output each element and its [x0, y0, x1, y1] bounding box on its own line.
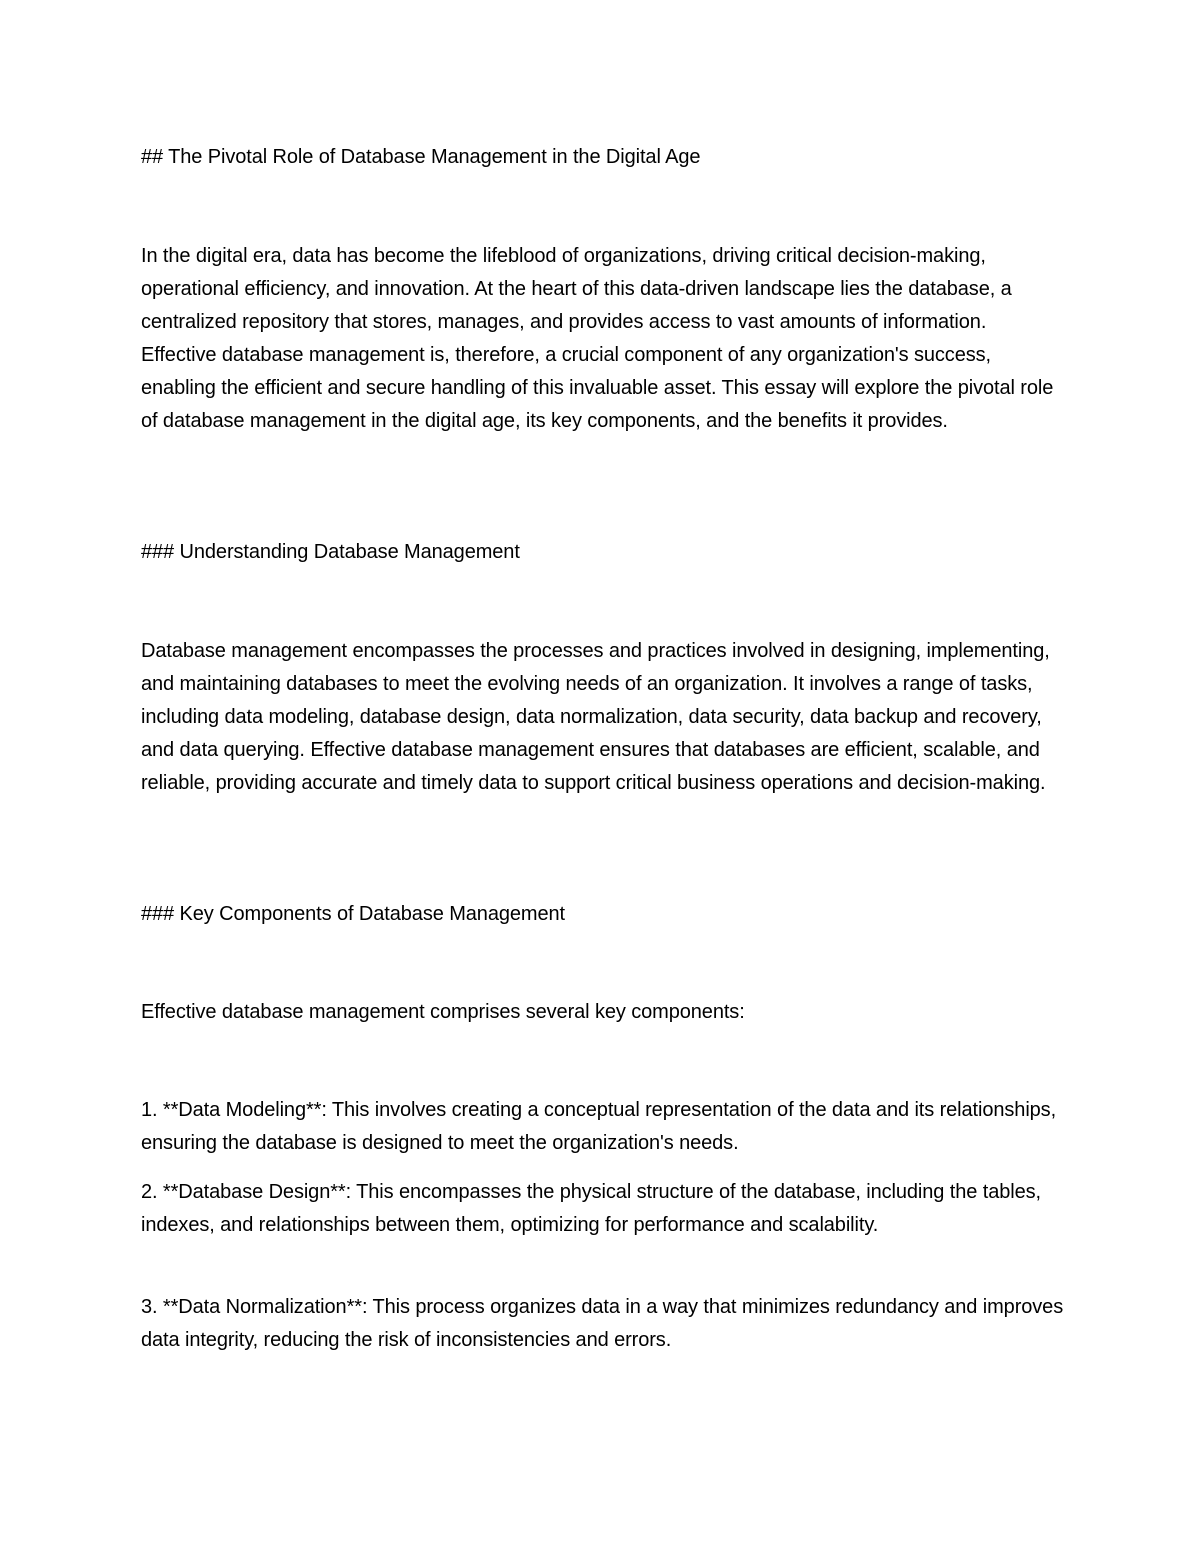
list-item-database-design: 2. **Database Design**: This encompasses the physical structure of the database, including the tables, indexes, and relationships between them, optimizing for performance and scalability.	[141, 1181, 1041, 1236]
section-heading-key-components: ### Key Components of Database Management	[141, 903, 565, 925]
list-item-data-normalization: 3. **Data Normalization**: This process organizes data in a way that minimizes redundancy and improves data integrity, reducing the risk of inconsistencies and errors.	[141, 1296, 1064, 1351]
section-heading-understanding: ### Understanding Database Management	[141, 541, 520, 563]
intro-paragraph: In the digital era, data has become the lifeblood of organizations, driving critical decision-making, operational efficiency, and innovation. At the heart of this data-driven landscape lies the database, a centralized repository that stores, manages, and provides access to vast amounts of information. Effective database management is, therefore, a crucial component of any organization's success, enabling the efficient and secure handling of this invaluable asset. This essay will explore the pivotal role of database management in the digital age, its key components, and the benefits it provides.	[141, 245, 1054, 432]
list-item-data-modeling: 1. **Data Modeling**: This involves creating a conceptual representation of the data and its relationships, ensuring the database is designed to meet the organization's needs.	[141, 1099, 1057, 1154]
section-body-key-components: Effective database management comprises several key components:	[141, 1001, 745, 1023]
section-body-understanding: Database management encompasses the processes and practices involved in designing, implementing, and maintaining databases to meet the evolving needs of an organization. It involves a range of tasks, including data modeling, database design, data normalization, data security, data backup and recovery, and data querying. Effective database management ensures that databases are efficient, scalable, and reliable, providing accurate and timely data to support critical business operations and decision-making.	[141, 640, 1050, 794]
document-title: ## The Pivotal Role of Database Management in the Digital Age	[141, 146, 701, 168]
